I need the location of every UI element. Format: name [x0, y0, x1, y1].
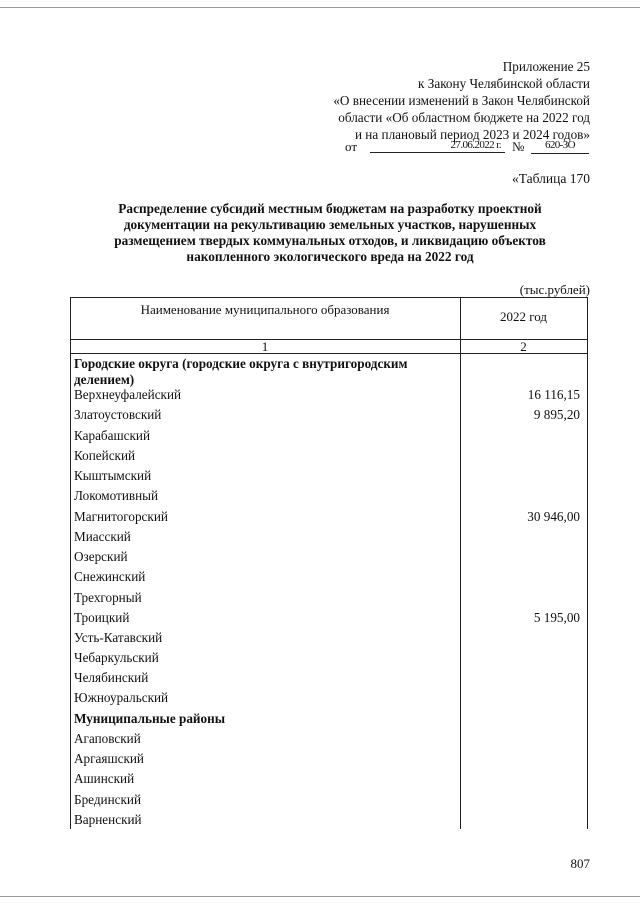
table-row — [74, 751, 584, 771]
group-row-urban-districts — [74, 356, 584, 387]
table-row — [74, 488, 584, 508]
table-row — [74, 529, 584, 549]
table-row — [74, 428, 584, 448]
table-row — [74, 569, 584, 589]
column-number-1: 1 — [261, 339, 269, 354]
header-line: Приложение 25 — [502, 59, 590, 74]
municipality-name: Карабашский — [74, 428, 151, 443]
document-title: Распределение субсидий местным бюджетам на разработку проектной документации на рекультивацию земельных участков, нарушенных размещением твердых коммунальных отходов, и ликвидацию объектов накопленного экологического вреда на 2022 год — [114, 201, 546, 264]
table-row — [74, 731, 584, 751]
municipality-name: Троицкий — [74, 610, 130, 625]
scan-top-edge — [0, 7, 640, 8]
table-border-right — [587, 297, 588, 829]
law-number: 620-ЗО — [531, 139, 589, 154]
municipality-name: Ашинский — [74, 771, 135, 786]
column-number-2: 2 — [520, 339, 527, 354]
municipality-name: Верхнеуфалейский — [74, 387, 182, 402]
table-row — [74, 771, 584, 791]
column-header-year: 2022 год — [500, 309, 547, 324]
page-number: 807 — [570, 856, 590, 871]
group-title: Городские округа (городские округа с внутригородским делением) — [74, 356, 408, 387]
municipality-name: Чебаркульский — [74, 650, 159, 665]
group-row-municipal-districts — [74, 711, 584, 731]
table-border-top — [70, 297, 588, 298]
units-label: (тыс.рублей) — [519, 282, 590, 297]
municipality-name: Аргаяшский — [74, 751, 144, 766]
table-row — [74, 630, 584, 650]
municipality-name: Златоустовский — [74, 407, 162, 422]
header-line: к Закону Челябинской области — [418, 76, 590, 91]
table-row — [74, 549, 584, 569]
municipality-name: Копейский — [74, 448, 136, 463]
municipality-name: Миасский — [74, 529, 131, 544]
subsidy-value: 9 895,20 — [533, 407, 580, 422]
table-row — [74, 690, 584, 710]
header-line: «О внесении изменений в Закон Челябинской — [333, 93, 590, 108]
column-header-name: Наименование муниципального образования — [140, 302, 390, 317]
date-label: от — [345, 139, 358, 154]
table-row — [74, 792, 584, 812]
subsidy-value: 30 946,00 — [527, 509, 580, 524]
table-row — [74, 812, 584, 832]
table-row — [74, 670, 584, 690]
table-row — [74, 407, 584, 427]
subsidy-value: 5 195,00 — [533, 610, 580, 625]
subsidy-value: 16 116,15 — [527, 387, 580, 402]
number-label: № — [512, 139, 525, 154]
table-row — [74, 650, 584, 670]
municipality-name: Челябинский — [74, 670, 149, 685]
subsidy-table — [70, 297, 588, 829]
municipality-name: Снежинский — [74, 569, 146, 584]
table-caption: «Таблица 170 — [512, 171, 590, 186]
law-reference — [345, 139, 590, 157]
municipality-name: Южноуральский — [74, 690, 169, 705]
header-line: и на плановый период 2023 и 2024 годов» — [354, 127, 590, 142]
table-row — [74, 610, 584, 630]
table-row — [74, 509, 584, 529]
table-row — [74, 468, 584, 488]
group-title: Муниципальные районы — [74, 711, 225, 726]
municipality-name: Озерский — [74, 549, 128, 564]
scan-bottom-edge — [0, 896, 640, 897]
header-line: области «Об областном бюджете на 2022 год — [338, 110, 590, 125]
appendix-header — [333, 58, 590, 143]
municipality-name: Варненский — [74, 812, 142, 827]
municipality-name: Брединский — [74, 792, 142, 807]
law-date: 27.06.2022 г. — [370, 139, 505, 153]
table-border-left — [70, 297, 71, 829]
municipality-name: Трехгорный — [74, 590, 142, 605]
table-row — [74, 387, 584, 407]
table-row — [74, 590, 584, 610]
table-row — [74, 448, 584, 468]
municipality-name: Кыштымский — [74, 468, 152, 483]
municipality-name: Агаповский — [74, 731, 141, 746]
municipality-name: Усть-Катавский — [74, 630, 163, 645]
municipality-name: Магнитогорский — [74, 509, 168, 524]
municipality-name: Локомотивный — [74, 488, 159, 503]
